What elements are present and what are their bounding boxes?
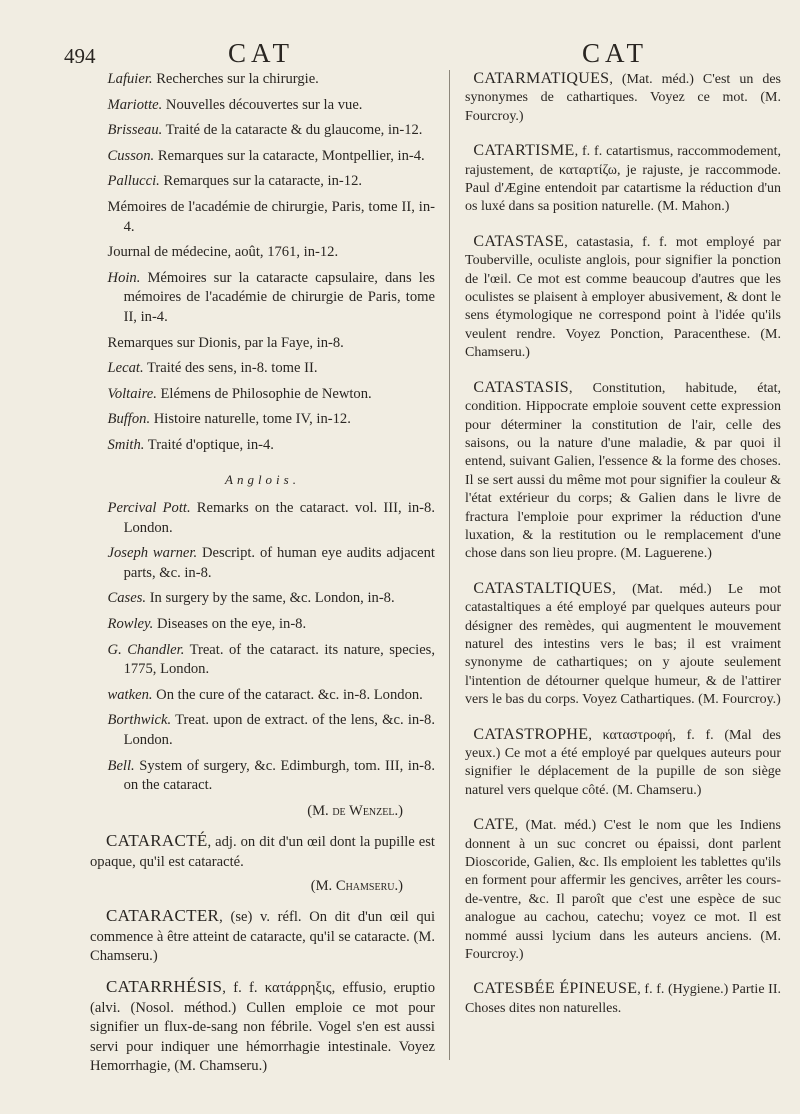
reference-entry — [90, 436, 435, 456]
column-divider — [449, 70, 450, 1060]
entry-text: , (Mat. méd.) C'est le nom que les Indiens donnent à un suc concret ou épaissi, dont parlent Dioscoride, Galien, &c. Ils emploient les tablettes qu'ils en forment pour affermir les gencives, arrêter les cours-de-ventre, &c. Il paroît que c'est une espèce de suc analogue au cachou, catechu; voyez ce mot. Il est nommé aussi lycium dans les auteurs anciens. (M. Fourcroy.) — [465, 818, 781, 963]
entry-text: , adj. on dit d'un œil dont la pupille est opaque, qu'il est cataracté. — [90, 834, 435, 870]
left-running-head: CAT — [228, 38, 295, 68]
reference-entry — [90, 172, 435, 192]
entry-headword: CATARRHÉSIS — [106, 976, 223, 996]
dictionary-entry — [90, 977, 435, 1077]
reference-entry — [90, 385, 435, 405]
reference-text: System of surgery, &c. Edimburgh, tom. III, in-8. on the cataract. — [123, 757, 435, 794]
entry-text: , catastasia, f. f. mot employé par Touberville, oculiste anglois, pour signifier la ponction de l'œil. Ce mot est comme beaucoup d'autres que les oculistes se plaisent à employer abusivement, & dont le sens étymologique ne correspond point à l'idée qu'ils veulent rendre. Voyez Ponction, Paracenthese. (M. Chamseru.) — [465, 234, 781, 361]
reference-author: Smith. — [107, 436, 145, 453]
dictionary-entry — [90, 831, 435, 872]
entry-paragraph — [465, 233, 781, 363]
entry-headword: CATARACTÉ — [106, 831, 208, 851]
reference-author: G. Chandler. — [107, 641, 185, 658]
reference-text: Histoire naturelle, tome IV, in-12. — [150, 411, 351, 428]
entry-headword: CATESBÉE ÉPINEUSE — [473, 980, 638, 998]
reference-entry — [90, 269, 435, 328]
reference-text: Elémens de Philosophie de Newton. — [156, 385, 372, 402]
reference-text: Traité d'optique, in-4. — [144, 436, 274, 453]
reference-author: Borthwick. — [107, 712, 172, 729]
reference-entry — [90, 96, 435, 116]
reference-author: Percival Pott. — [107, 500, 191, 517]
reference-entry — [90, 121, 435, 141]
reference-author: Lafuier. — [107, 71, 153, 87]
entry-text: , (Mat. méd.) C'est un des synonymes de cathartiques. Voyez ce mot. (M. Fourcroy.) — [465, 72, 781, 124]
reference-text: Remarks on the cataract. vol. III, in-8. London. — [123, 500, 435, 536]
entry-headword: CATASTASE — [473, 232, 565, 250]
reference-author: Joseph warner. — [107, 545, 198, 562]
reference-author: Rowley. — [107, 616, 154, 633]
reference-entry — [90, 243, 435, 263]
dictionary-entry — [465, 580, 781, 710]
reference-text: Journal de médecine, août, 1761, in-12. — [107, 244, 339, 261]
entry-paragraph — [465, 142, 781, 217]
entry-paragraph — [465, 580, 781, 710]
running-header — [0, 38, 800, 70]
reference-text: Traité de la cataracte & du glaucome, in-12. — [162, 122, 423, 139]
reference-author: Mariotte. — [107, 96, 163, 113]
entry-headword: CATE — [473, 816, 515, 834]
reference-text: Traité des sens, in-8. tome II. — [143, 360, 318, 377]
reference-text: Diseases on the eye, in-8. — [153, 616, 307, 633]
reference-text: Remarques sur la cataracte, Montpellier, in-4. — [154, 147, 425, 164]
entry-paragraph — [465, 980, 781, 1018]
page-number: 494 — [64, 44, 96, 68]
reference-entry — [90, 359, 435, 379]
entry-paragraph — [465, 70, 781, 126]
reference-author: Brisseau. — [107, 122, 163, 139]
reference-text: Mémoires de l'académie de chirurgie, Paris, tome II, in-4. — [107, 198, 435, 235]
entry-headword: CATARMATIQUES — [473, 70, 610, 87]
dictionary-entry — [90, 906, 435, 967]
entry-headword: CATASTALTIQUES — [473, 579, 613, 597]
dictionary-entry — [465, 980, 781, 1018]
reference-text: In surgery by the same, &c. London, in-8. — [146, 590, 395, 607]
reference-text: Nouvelles découvertes sur la vue. — [162, 96, 363, 113]
reference-entry — [90, 198, 435, 237]
dictionary-entry — [465, 70, 781, 126]
reference-entry — [90, 641, 435, 680]
reference-entry — [90, 410, 435, 430]
reference-text: Treat. of the cataract. its nature, species, 1775, London. — [123, 641, 436, 678]
entry-text: , f. f. κατάρρηξις, effusio, eruptio (alvi. (Nosol. méthod.) Cullen emploie ce mot pour signifier un flux-de-sang non fébrile. Vogel s'en est aussi servi pour indiquer une hémorrhagie intestinale. Voyez Hemorrhagie, (M. Chamseru.) — [90, 979, 435, 1075]
entry-paragraph — [465, 816, 781, 964]
reference-entry — [90, 499, 435, 538]
entry-text: , Constitution, habitude, état, condition. Hippocrate emploie souvent cette expression pour déterminer la constitution de l'air, celle des saisons, ou la nature d'une maladie, & par quoi il entend, suivant Galien, l'essence & la forme des choses. Il se sert aussi du même mot pour signifier la couleur & l'état extérieur du corps; & Galien dans le livre de fractura l'emploie pour exprimer la réduction d'une luxation, & la restitution ou le remplacement d'une chose dans son lieu propre. (M. Laguerene.) — [465, 380, 781, 562]
dictionary-entry — [465, 726, 781, 801]
reference-author: Cases. — [107, 590, 147, 607]
dictionary-entry — [465, 142, 781, 217]
reference-text: Remarques sur Dionis, par la Faye, in-8. — [107, 334, 344, 351]
reference-text: Treat. upon de extract. of the lens, &c. in-8. London. — [123, 712, 435, 749]
reference-entry — [90, 147, 435, 167]
reference-text: Recherches sur la chirurgie. — [152, 71, 319, 87]
left-column — [90, 70, 435, 1081]
reference-entry — [90, 70, 435, 90]
reference-entry — [90, 589, 435, 609]
dictionary-entry — [465, 816, 781, 964]
reference-entry — [90, 757, 435, 796]
reference-text: Mémoires sur la cataracte capsulaire, dans les mémoires de l'académie de chirurgie de Paris, tome II, in-4. — [123, 269, 435, 325]
reference-author: Buffon. — [107, 411, 151, 428]
reference-text: Descript. of human eye audits adjacent parts, &c. in-8. — [123, 545, 435, 581]
right-column — [465, 70, 781, 1034]
reference-author: Lecat. — [107, 360, 144, 377]
entry-headword: CATASTROPHE — [473, 725, 589, 743]
entry-headword: CATARACTER — [106, 906, 220, 926]
entry-text: , (se) v. réfl. On dit d'un œil qui commence à être atteint de cataracte, qu'il se cataracte. (M. Chamseru.) — [90, 909, 435, 965]
reference-entry — [90, 615, 435, 635]
entry-text: , καταστροφή, f. f. (Mal des yeux.) Ce mot a été employé par quelques auteurs pour signifier le déplacement de la pupille de son siège naturel vers quelque côté. (M. Chamseru.) — [465, 727, 781, 798]
reference-text: Remarques sur la cataracte, in-12. — [159, 173, 363, 190]
reference-author: watken. — [107, 686, 153, 703]
dictionary-entry — [465, 233, 781, 363]
reference-entry — [90, 686, 435, 706]
entry-text: , (Mat. méd.) Le mot catastaltiques a été employé par quelques auteurs pour désigner des remèdes, qui augmentent le mouvement naturel des intestins vers le bas; il est vraiment synonyme de cathartiques; on y ajoute seulement l'intention de détourner quelque humeur, & de l'attirer vers le bas du corps. Voyez Cathartiques. (M. Fourcroy.) — [465, 581, 781, 708]
signature: (M. de Wenzel.) — [307, 802, 403, 819]
reference-author: Hoin. — [107, 269, 141, 286]
reference-author: Cusson. — [107, 147, 155, 164]
reference-author: Pallucci. — [107, 173, 160, 190]
right-running-head: CAT — [582, 38, 649, 68]
entry-text: , f. f. catartismus, raccommodement, rajustement, de καταρτίζω, je rajuste, je raccommode. Paul d'Ægine entendoit par catartisme la réduction d'un os luxé dans sa position naturelle. (M. Mahon.) — [465, 144, 781, 215]
reference-entry — [90, 334, 435, 354]
reference-entry — [90, 544, 435, 583]
entry-signature: (M. Chamseru.) — [310, 877, 403, 894]
entry-paragraph — [465, 379, 781, 564]
entry-headword: CATARTISME — [473, 142, 575, 160]
reference-text: On the cure of the cataract. &c. in-8. London. — [152, 686, 423, 703]
reference-entry — [90, 711, 435, 750]
entry-paragraph — [465, 726, 781, 801]
reference-author: Voltaire. — [107, 385, 157, 402]
dictionary-entry — [465, 379, 781, 564]
reference-author: Bell. — [107, 757, 135, 774]
entry-headword: CATASTASIS — [473, 378, 569, 396]
section-heading: Anglois. — [225, 471, 300, 487]
entry-text: , f. f. (Hygiene.) Partie II. Choses dites non naturelles. — [465, 982, 781, 1016]
